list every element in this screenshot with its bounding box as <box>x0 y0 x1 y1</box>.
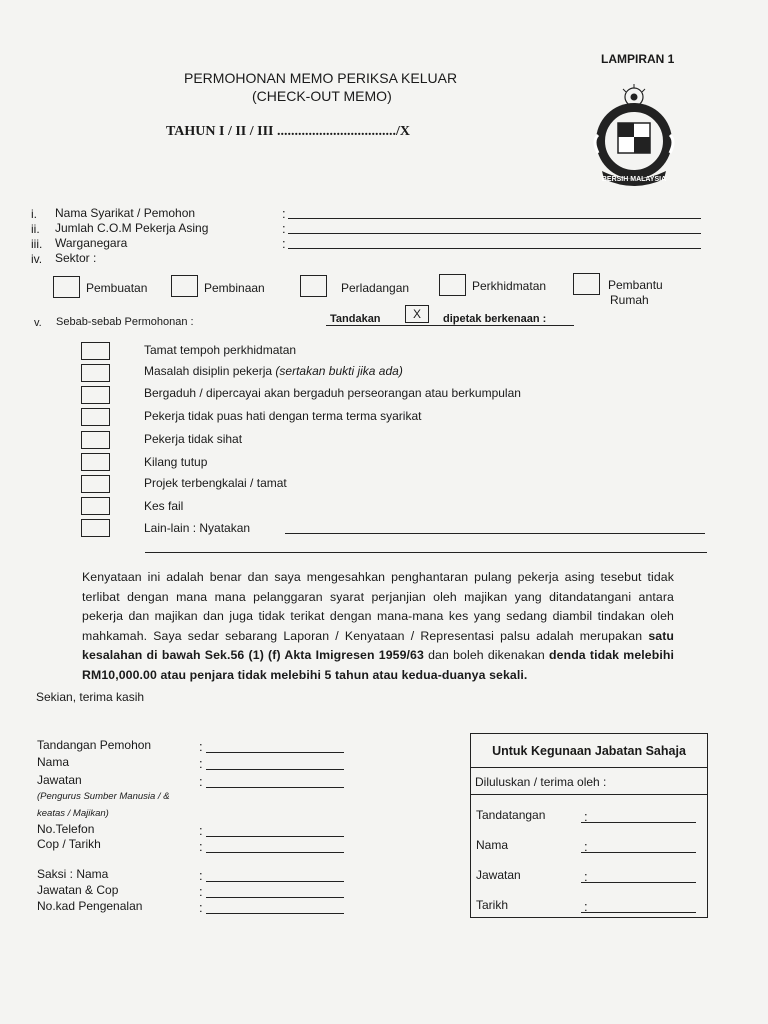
worker-count-label: Jumlah C.O.M Pekerja Asing <box>55 221 209 235</box>
office-use-title: Untuk Kegunaan Jabatan Sahaja <box>471 734 707 768</box>
witness-name-label: Saksi : Nama <box>37 867 109 881</box>
sector-checkbox-pembuatan[interactable] <box>53 276 80 298</box>
phone-label: No.Telefon <box>37 822 95 836</box>
x-mark-sample: X <box>405 305 429 323</box>
applicant-position-field[interactable] <box>206 787 344 788</box>
office-date-field[interactable] <box>581 912 696 913</box>
reason-checkbox-3[interactable] <box>81 386 110 404</box>
applicant-signature-label: Tandangan Pemohon <box>37 738 152 752</box>
reason-label-2: Masalah disiplin pekerja (sertakan bukti jika ada) <box>144 364 403 378</box>
sector-checkbox-pembantu-rumah[interactable] <box>573 273 600 295</box>
declaration-paragraph: Kenyataan ini adalah benar dan saya mengesahkan penghantaran pulang pekerja asing tesebut tidak terlibat dengan mana mana pelanggaran syarat perjanjian oleh majikan yang ditandatangani antara pekerja dan majikan dan juga tidak terikat dengan mana-mana kes yang sedang diambil tindakan oleh mahkamah. Saya sedar sebarang Laporan / Kenyataan / Representasi palsu adalah merupakan satu kesalahan di bawah Sek.56 (1) (f) Akta Imigresen 1959/63 dan boleh dikenakan denda tidak melebihi RM10,000.00 atau penjara tidak melebihi 5 tahun atau kedua-duanya sekali. <box>82 570 674 682</box>
item-num-iii: iii. <box>31 237 43 251</box>
reason-label-3: Bergaduh / dipercayai akan bergaduh perseorangan atau berkumpulan <box>144 386 521 400</box>
stamp-date-label: Cop / Tarikh <box>37 837 101 851</box>
form-subtitle: (CHECK-OUT MEMO) <box>252 88 392 104</box>
sector-checkbox-perladangan[interactable] <box>300 275 327 297</box>
sector-label-rumah: Rumah <box>610 293 649 307</box>
reason-label-8: Kes fail <box>144 499 184 513</box>
applicant-position-label: Jawatan <box>37 773 82 787</box>
other-reason-field-2[interactable] <box>145 552 707 553</box>
company-name-label: Nama Syarikat / Pemohon <box>55 206 196 220</box>
reason-label-9: Lain-lain : Nyatakan <box>144 521 251 535</box>
office-position-field[interactable] <box>581 882 696 883</box>
applicant-name-field[interactable] <box>206 769 344 770</box>
witness-position-field[interactable] <box>206 897 344 898</box>
sector-label-perkhidmatan: Perkhidmatan <box>472 279 547 293</box>
reason-checkbox-4[interactable] <box>81 408 110 426</box>
sector-label: Sektor : <box>55 251 97 265</box>
lampiran-label: LAMPIRAN 1 <box>601 52 675 66</box>
office-signature-field[interactable] <box>581 822 696 823</box>
item-num-i: i. <box>31 207 37 221</box>
reasons-label: Sebab-sebab Permohonan : <box>56 316 194 328</box>
reason-label-6: Kilang tutup <box>144 455 208 469</box>
company-name-field[interactable] <box>288 218 701 219</box>
stamp-date-field[interactable] <box>206 852 344 853</box>
reason-checkbox-5[interactable] <box>81 431 110 449</box>
sector-label-perladangan: Perladangan <box>341 281 410 295</box>
reason-checkbox-8[interactable] <box>81 497 110 515</box>
sector-checkbox-pembinaan[interactable] <box>171 275 198 297</box>
item-num-ii: ii. <box>31 222 40 236</box>
office-name-field[interactable] <box>581 852 696 853</box>
nationality-field[interactable] <box>288 248 701 249</box>
office-name-label: Nama <box>476 838 509 852</box>
seal-text: BERSIH MALAYSIA <box>601 176 667 183</box>
reason-checkbox-2[interactable] <box>81 364 110 382</box>
office-position-label: Jawatan <box>476 868 521 882</box>
approved-by-label: Diluluskan / terima oleh : <box>475 775 607 789</box>
office-signature-label: Tandatangan <box>476 808 546 822</box>
reason-label-5: Pekerja tidak sihat <box>144 432 243 446</box>
form-title: PERMOHONAN MEMO PERIKSA KELUAR <box>184 70 458 86</box>
reason-checkbox-1[interactable] <box>81 342 110 360</box>
witness-ic-label: No.kad Pengenalan <box>37 899 143 913</box>
reason-note: (sertakan bukti jika ada) <box>275 364 403 378</box>
dipetak-label: dipetak berkenaan : <box>443 313 547 325</box>
applicant-signature-field[interactable] <box>206 752 344 753</box>
sector-label-pembuatan: Pembuatan <box>86 281 148 295</box>
immigration-seal-logo <box>578 75 690 190</box>
reason-label-4: Pekerja tidak puas hati dengan terma terma syarikat <box>144 409 422 423</box>
office-use-box: Untuk Kegunaan Jabatan Sahaja Diluluskan / terima oleh : Tandatangan : Nama : Jawatan : Tarikh : <box>470 733 708 918</box>
reason-label-1: Tamat tempoh perkhidmatan <box>144 343 297 357</box>
sector-label-pembinaan: Pembinaan <box>204 281 265 295</box>
witness-name-field[interactable] <box>206 881 344 882</box>
position-note-1: (Pengurus Sumber Manusia / & <box>37 791 170 802</box>
witness-position-label: Jawatan & Cop <box>37 883 119 897</box>
item-num-iv: iv. <box>31 252 43 266</box>
applicant-name-label: Nama <box>37 755 70 769</box>
nationality-label: Warganegara <box>55 236 128 250</box>
phone-field[interactable] <box>206 836 344 837</box>
year-line: TAHUN I / II / III ................................../X <box>166 124 410 139</box>
reason-label-7: Projek terbengkalai / tamat <box>144 476 287 490</box>
sector-label-pembantu: Pembantu <box>608 278 663 292</box>
tandakan-label: Tandakan <box>330 313 381 325</box>
item-num-v: v. <box>34 317 42 329</box>
worker-count-field[interactable] <box>288 233 701 234</box>
reason-checkbox-6[interactable] <box>81 453 110 471</box>
reason-checkbox-9[interactable] <box>81 519 110 537</box>
closing-text: Sekian, terima kasih <box>36 690 145 704</box>
witness-ic-field[interactable] <box>206 913 344 914</box>
position-note-2: keatas / Majikan) <box>37 808 109 819</box>
office-date-label: Tarikh <box>476 898 509 912</box>
sector-checkbox-perkhidmatan[interactable] <box>439 274 466 296</box>
other-reason-field[interactable] <box>285 533 705 534</box>
reason-checkbox-7[interactable] <box>81 475 110 493</box>
